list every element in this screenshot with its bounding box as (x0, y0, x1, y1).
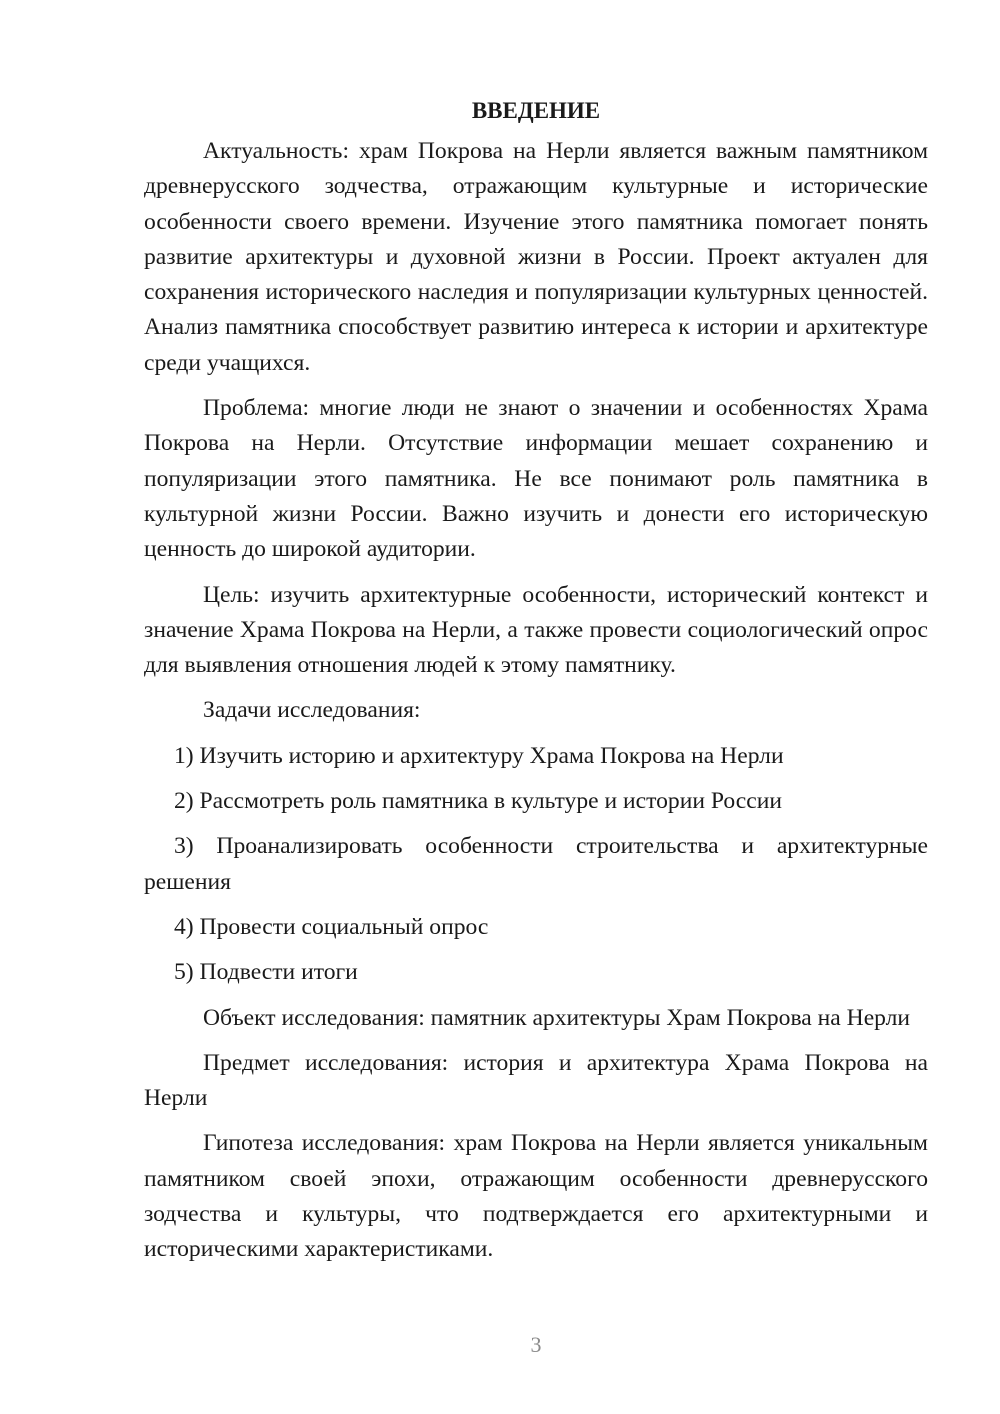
page-number: 3 (530, 1332, 542, 1357)
task-item: 1) Изучить историю и архитектуру Храма Покрова на Нерли (174, 742, 784, 769)
subject-paragraph: Предмет исследования: история и архитектура Храма Покрова на Нерли (144, 1049, 928, 1112)
relevance-paragraph: Актуальность: храм Покрова на Нерли является важным памятником древнерусского зодчества, отражающим культурные и исторические особенности своего времени. Изучение этого памятника помогает понять развитие архитектуры и духовной жизни в России. Проект актуален для сохранения исторического наследия и популяризации культурных ценностей. Анализ памятника способствует развитию интереса к истории и архитектуре среди учащихся. (144, 138, 928, 376)
problem-paragraph: Проблема: многие люди не знают о значении и особенностях Храма Покрова на Нерли. Отсутствие информации мешает сохранению и популяризации этого памятника. Не все понимают роль памятника в культурной жизни России. Важно изучить и донести его историческую ценность до широкой аудитории. (144, 395, 928, 563)
tasks-title: Задачи исследования: (203, 697, 421, 724)
page-heading: ВВЕДЕНИЕ (471, 98, 601, 123)
goal-paragraph: Цель: изучить архитектурные особенности, исторический контекст и значение Храма Покрова на Нерли, а также провести социологический опрос для выявления отношения людей к этому памятнику. (144, 581, 928, 679)
task-item: 5) Подвести итоги (174, 959, 358, 986)
task-item: 4) Провести социальный опрос (174, 913, 489, 940)
object-paragraph: Объект исследования: памятник архитектуры Храм Покрова на Нерли (203, 1004, 911, 1031)
task-item: 2) Рассмотреть роль памятника в культуре и истории России (174, 788, 782, 815)
task-item: 3) Проанализировать особенности строительства и архитектурные решения (144, 833, 928, 895)
page-content (144, 94, 928, 1278)
hypothesis-paragraph: Гипотеза исследования: храм Покрова на Нерли является уникальным памятником своей эпохи, отражающим особенности древнерусского зодчества и культуры, что подтверждается его архитектурными и историческими характеристиками. (144, 1130, 928, 1263)
